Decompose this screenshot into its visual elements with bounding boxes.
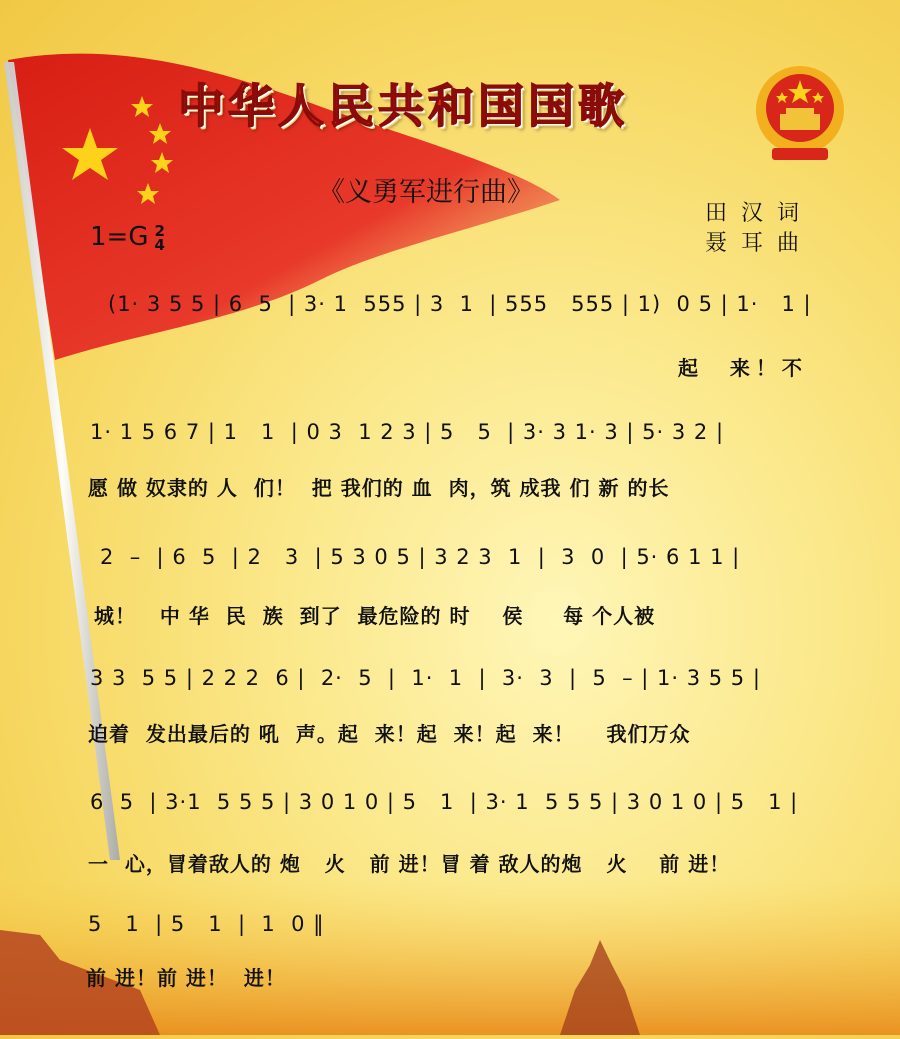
lyrics-line-3: 城！ 中 华 民 族 到了 最危险的 时 侯 每 个人被 <box>94 604 656 628</box>
time-denominator: 4 <box>154 235 165 254</box>
notation-line-5: 6 5 | 3·1 5 5 5 | 3 0 1 0 | 5 1 | 3· 1 5 5 5 | 3 0 1 0 | 5 1 | <box>90 790 799 814</box>
lyrics-line-2: 愿 做 奴隶的 人 们！ 把 我们的 血 肉，筑 成我 们 新 的长 <box>88 476 670 500</box>
lyrics-line-5: 一 心，冒着敌人的 炮 火 前 进！冒 着 敌人的炮 火 前 进！ <box>88 852 731 876</box>
notation-line-3: 2 – | 6 5 | 2 3 | 5 3 0 5 | 3 2 3 1 | 3 0 | 5· 6 1 1 | <box>100 545 741 569</box>
page-title: 中华人民共和国国歌 <box>178 79 628 133</box>
key-label: 1=G <box>90 222 149 252</box>
lyricist-credit: 田汉词 <box>705 201 814 226</box>
key-signature <box>90 222 165 252</box>
notation-line-2: 1· 1 5 6 7 | 1 1 | 0 3 1 2 3 | 5 5 | 3· 3 1· 3 | 5· 3 2 | <box>90 420 725 444</box>
lyrics-line-6: 前 进！前 进！ 进！ <box>86 966 286 990</box>
composer-credit: 聂耳曲 <box>705 231 814 256</box>
national-emblem <box>752 62 848 166</box>
national-emblem-icon <box>752 62 848 166</box>
notation-line-6: 5 1 | 5 1 | 1 0 ‖ <box>88 912 325 936</box>
time-signature <box>154 221 165 254</box>
notation-line-4: 3 3 5 5 | 2 2 2 6 | 2· 5 | 1· 1 | 3· 3 | 5 – | 1· 3 5 5 | <box>90 666 761 690</box>
song-subtitle: 《义勇军进行曲》 <box>318 177 534 208</box>
lyrics-line-1: 起 来！不 <box>678 356 808 380</box>
notation-line-1: (1· 3 5 5 | 6 5 | 3· 1 555 | 3 1 | 555 555 | 1) 0 5 | 1· 1 | <box>108 292 812 316</box>
lyrics-line-4: 迫着 发出最后的 吼 声。起 来！起 来！起 来！ 我们万众 <box>88 722 691 746</box>
time-numerator: 2 <box>154 221 165 240</box>
